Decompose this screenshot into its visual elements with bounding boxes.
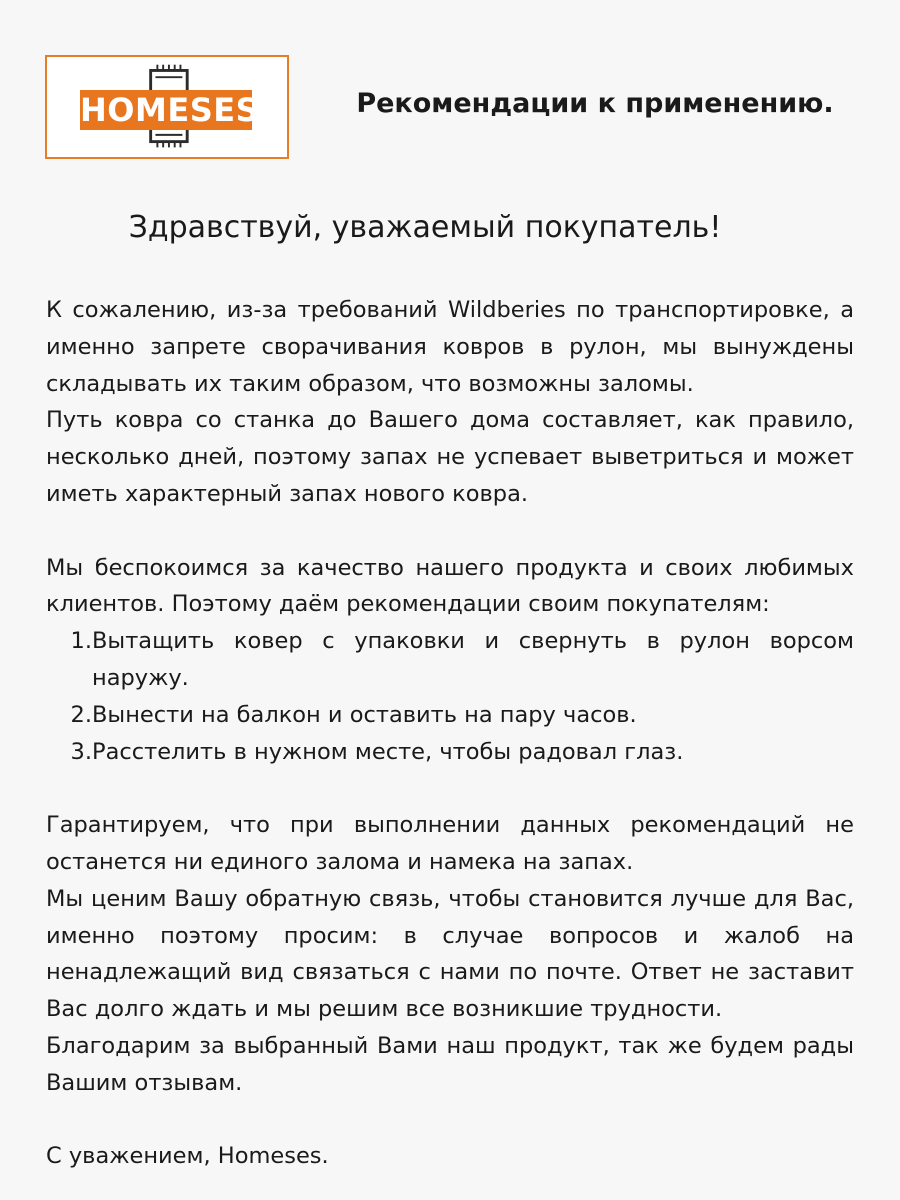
spacer xyxy=(46,1102,854,1139)
recommendations-list xyxy=(46,623,854,770)
list-item xyxy=(46,697,854,734)
list-number: 1. xyxy=(70,628,92,655)
paragraph-feedback: Мы ценим Вашу обратную связь, чтобы становится лучше для Вас, именно поэтому просим: в случае вопросов и жалоб на ненадлежащий вид связаться с нами по почте. Ответ не заставит Вас долго ждать и мы решим все возникшие трудности. xyxy=(46,885,854,1023)
list-text: Вынести на балкон и оставить на пару часов. xyxy=(92,701,637,728)
list-number: 2. xyxy=(70,701,92,728)
list-item xyxy=(46,734,854,771)
page-title: Рекомендации к применению. xyxy=(356,88,834,119)
spacer xyxy=(46,513,854,550)
brand-logo xyxy=(45,55,289,159)
spacer xyxy=(46,770,854,807)
letter-body xyxy=(46,292,854,1175)
list-text: Расстелить в нужном месте, чтобы радовал глаз. xyxy=(92,738,684,765)
paragraph-smell: Путь ковра со станка до Вашего дома составляет, как правило, несколько дней, поэтому запах не успевает выветриться и может иметь характерный запах нового ковра. xyxy=(46,407,854,507)
list-number: 3. xyxy=(70,738,92,765)
signature: С уважением, Homeses. xyxy=(46,1143,329,1170)
list-text: Вытащить ковер с упаковки и свернуть в рулон ворсом наружу. xyxy=(92,628,854,691)
greeting-heading: Здравствуй, уважаемый покупатель! xyxy=(128,210,722,245)
paragraph-intro-list: Мы беспокоимся за качество нашего продукта и своих любимых клиентов. Поэтому даём рекомендации своим покупателям: xyxy=(46,554,854,618)
paragraph-transport: К сожалению, из-за требований Wildberies по транспортировке, а именно запрете сворачивания ковров в рулон, мы вынуждены складывать их таким образом, что возможны заломы. xyxy=(46,297,854,397)
paragraph-thanks: Благодарим за выбранный Вами наш продукт, так же будем рады Вашим отзывам. xyxy=(46,1032,854,1096)
list-item xyxy=(46,623,854,697)
paragraph-guarantee: Гарантируем, что при выполнении данных рекомендаций не останется ни единого залома и намека на запах. xyxy=(46,812,854,875)
logo-wordmark: HOMESES xyxy=(80,91,260,129)
